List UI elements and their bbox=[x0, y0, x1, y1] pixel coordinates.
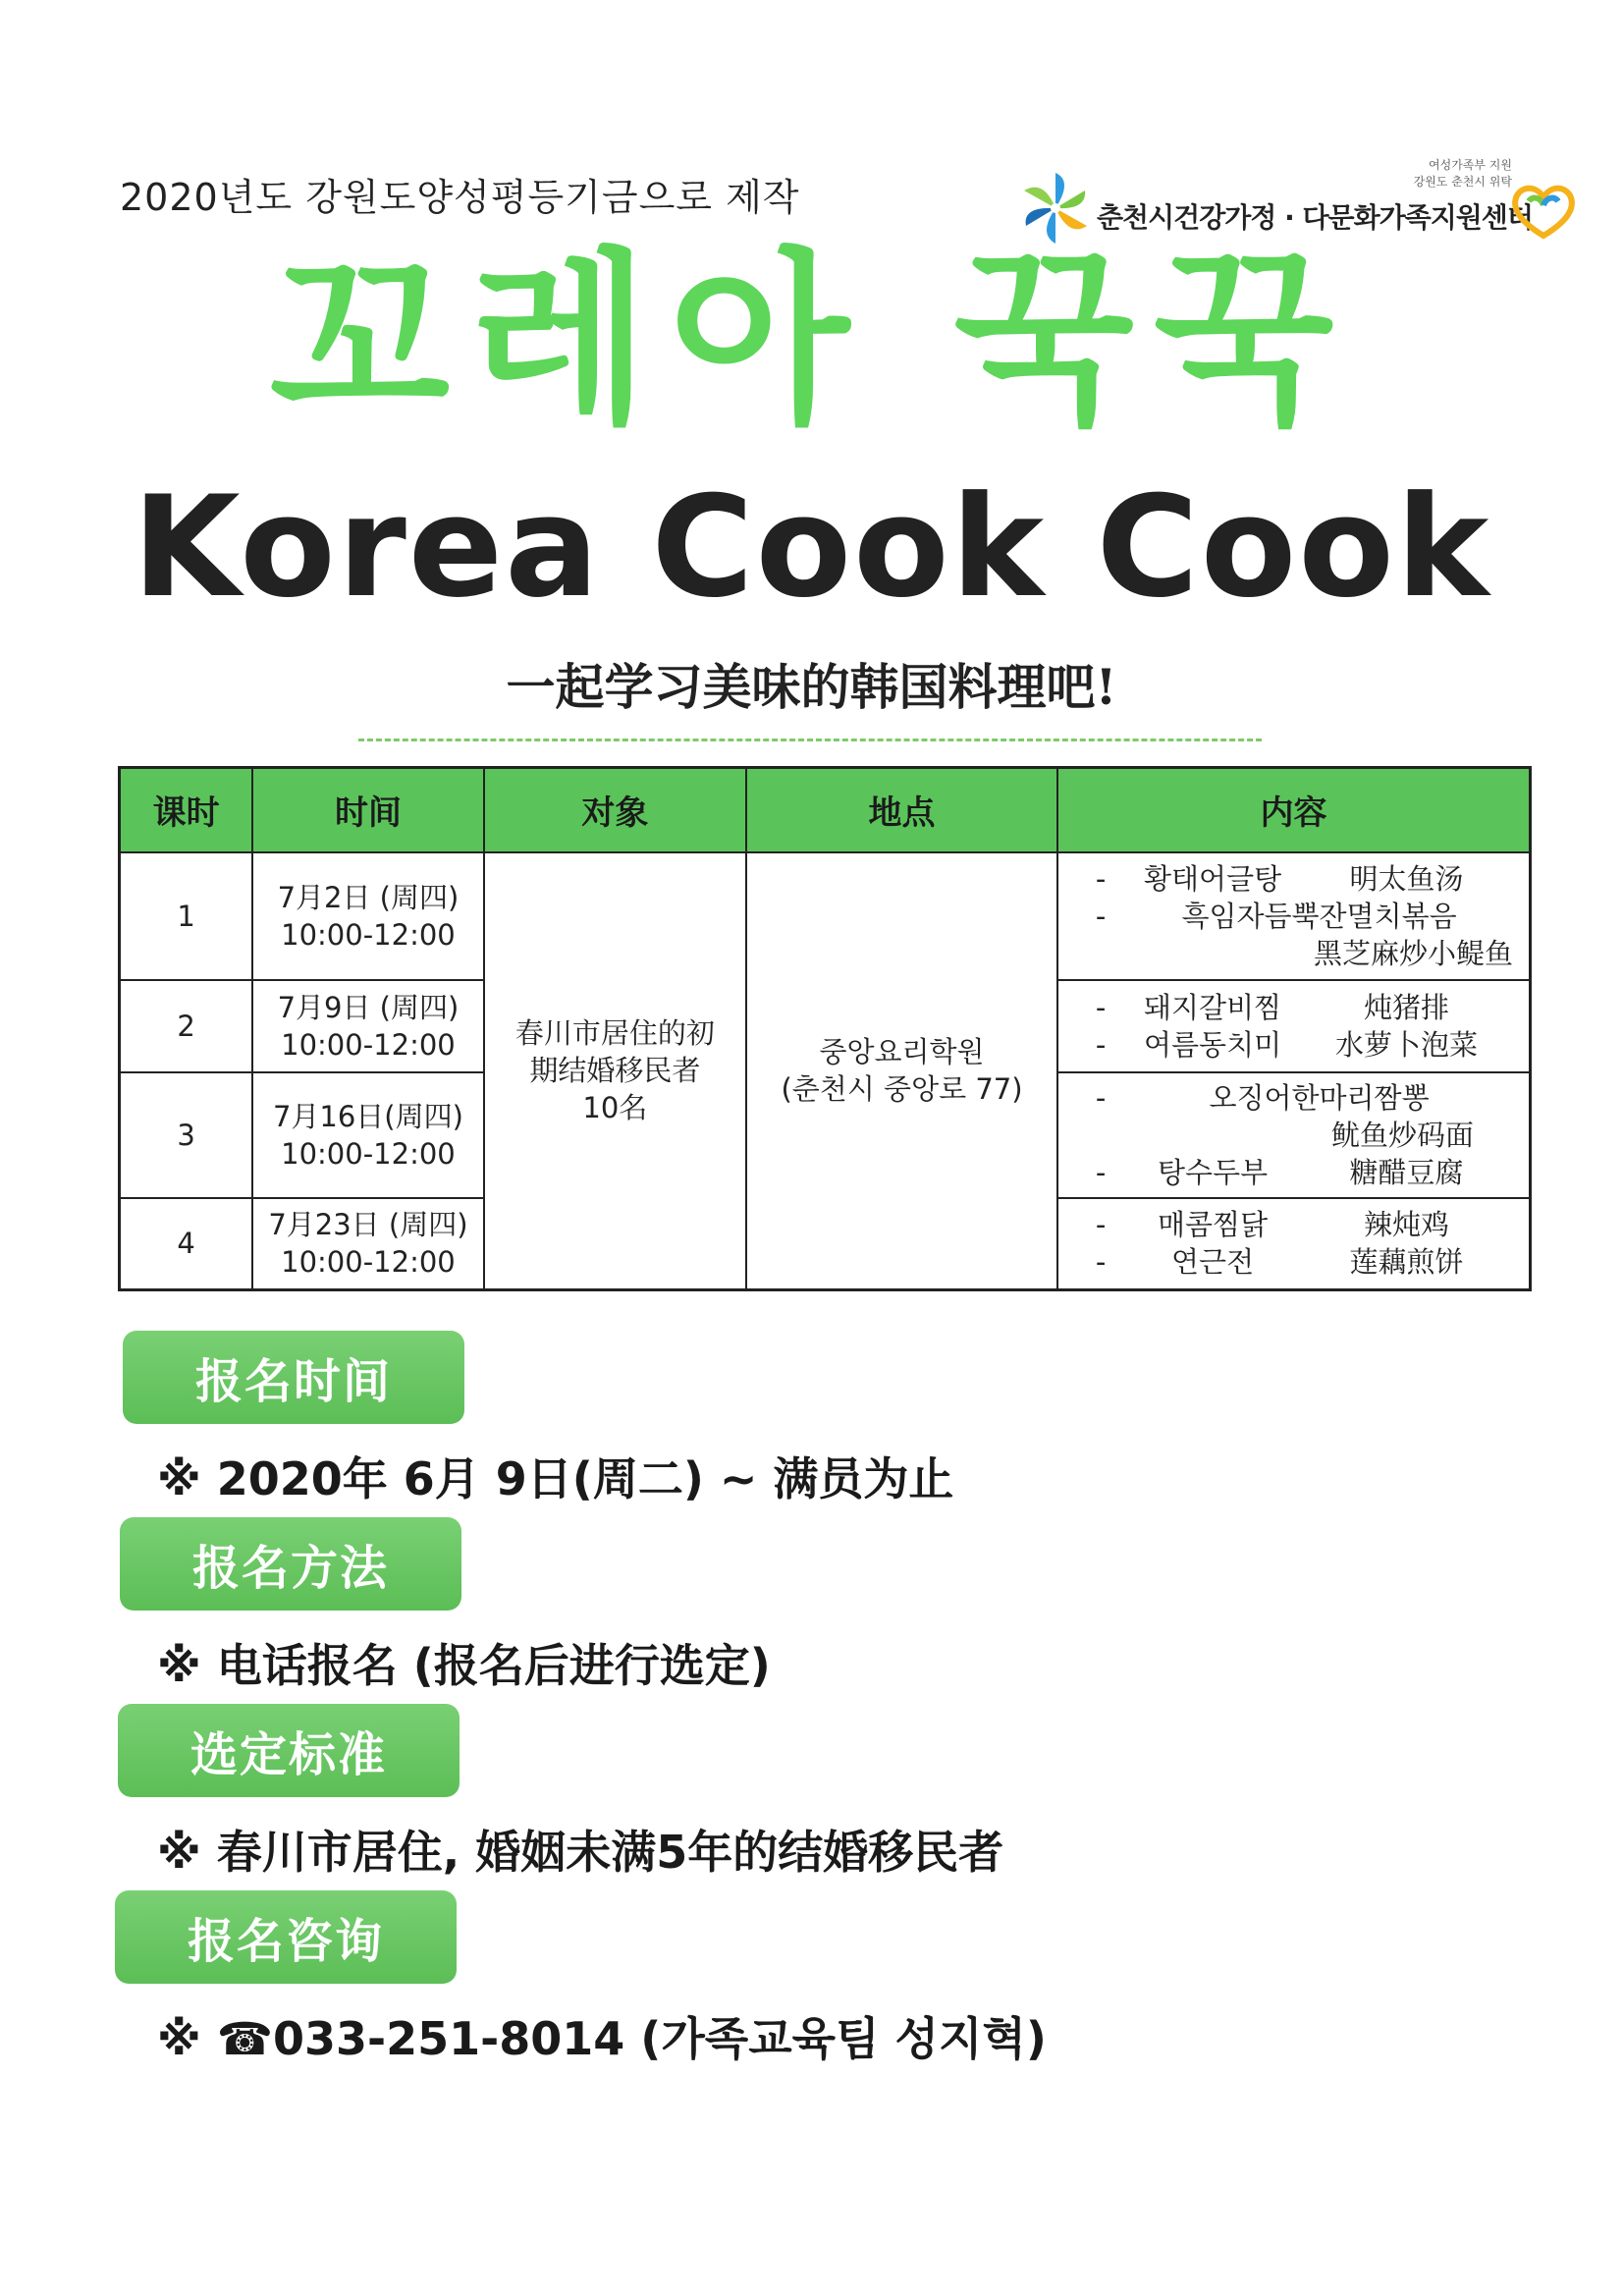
lesson-time: 10:00-12:00 bbox=[281, 917, 456, 952]
target-line-3: 10名 bbox=[582, 1091, 648, 1125]
table-header-row bbox=[120, 768, 1531, 852]
section-text-inquiry: ※ ☎033-251-8014 (가족교육팀 성지혁) bbox=[157, 2012, 1047, 2065]
lesson-number: 2 bbox=[120, 980, 253, 1072]
dish-item: - 돼지갈비찜 炖猪排 bbox=[1095, 990, 1450, 1024]
header-content: 内容 bbox=[1057, 768, 1530, 852]
lesson-number: 4 bbox=[120, 1198, 253, 1290]
dashed-divider bbox=[358, 738, 1262, 741]
dish-item: - 여름동치미 水萝卜泡菜 bbox=[1095, 1027, 1479, 1062]
lesson-number: 1 bbox=[120, 852, 253, 980]
funding-line: 2020년도 강원도양성평등기금으로 제작 bbox=[120, 176, 800, 219]
content-cell bbox=[1057, 1198, 1530, 1290]
section-label-registration-method: 报名方法 bbox=[120, 1517, 461, 1611]
support-line-1: 여성가족부 지원 bbox=[1429, 158, 1512, 172]
title-korean: 꼬레아 꾹꾹 bbox=[269, 232, 1354, 449]
lesson-time: 10:00-12:00 bbox=[281, 1136, 456, 1171]
section-text-registration-method: ※ 电话报名 (报名后进行选定) bbox=[157, 1639, 771, 1692]
section-text-selection-criteria: ※ 春川市居住, 婚姻未满5年的结婚移民者 bbox=[157, 1826, 1004, 1879]
lesson-date: 7月16日(周四) bbox=[272, 1099, 463, 1133]
dish-item-translation: 鱿鱼炒码面 bbox=[1330, 1118, 1474, 1152]
target-line-1: 春川市居住的初 bbox=[514, 1016, 715, 1051]
lesson-time: 10:00-12:00 bbox=[281, 1027, 456, 1062]
table-row bbox=[120, 852, 1531, 980]
header-target: 对象 bbox=[484, 768, 746, 852]
content-cell bbox=[1057, 1072, 1530, 1198]
location-line-2: (춘천시 중앙로 77) bbox=[781, 1072, 1023, 1107]
dish-item: - 오징어한마리짬뽕 bbox=[1095, 1080, 1430, 1115]
location-cell bbox=[746, 852, 1057, 1290]
lesson-time: 10:00-12:00 bbox=[281, 1245, 456, 1280]
lesson-number: 3 bbox=[120, 1072, 253, 1198]
schedule-table bbox=[118, 766, 1532, 1291]
header-location: 地点 bbox=[746, 768, 1057, 852]
subtitle: 一起学习美味的韩国料理吧! bbox=[506, 658, 1117, 716]
lesson-datetime bbox=[252, 852, 484, 980]
section-label-selection-criteria: 选定标准 bbox=[118, 1704, 460, 1797]
location-line-1: 중앙요리학원 bbox=[819, 1035, 985, 1069]
lesson-date: 7月9日 (周四) bbox=[277, 990, 460, 1024]
lesson-date: 7月2日 (周四) bbox=[277, 880, 460, 914]
header-lesson: 课时 bbox=[120, 768, 253, 852]
lesson-date: 7月23日 (周四) bbox=[268, 1208, 468, 1242]
target-line-2: 期结婚移民者 bbox=[529, 1054, 701, 1088]
lesson-datetime bbox=[252, 1198, 484, 1290]
lesson-datetime bbox=[252, 1072, 484, 1198]
title-english: Korea Cook Cook bbox=[132, 466, 1491, 629]
content-cell bbox=[1057, 980, 1530, 1072]
support-line-2: 강원도 춘천시 위탁 bbox=[1413, 175, 1512, 189]
org-name: 춘천시건강가정 · 다문화가족지원센터 bbox=[1097, 201, 1533, 234]
dish-item-translation: 黑芝麻炒小鳀鱼 bbox=[1313, 936, 1513, 970]
support-text bbox=[1355, 157, 1512, 191]
header-time: 时间 bbox=[252, 768, 484, 852]
section-label-inquiry: 报名咨询 bbox=[115, 1890, 457, 1984]
section-label-registration-period: 报名时间 bbox=[123, 1331, 464, 1424]
section-text-registration-period: ※ 2020年 6月 9日(周二) ~ 满员为止 bbox=[157, 1452, 954, 1505]
dish-item: - 매콤찜닭 辣炖鸡 bbox=[1095, 1208, 1450, 1242]
lesson-datetime bbox=[252, 980, 484, 1072]
content-cell bbox=[1057, 852, 1530, 980]
dish-item: - 흑임자듬뿍잔멸치볶음 bbox=[1095, 899, 1457, 933]
dish-item: - 황태어글탕 明太鱼汤 bbox=[1095, 861, 1464, 896]
target-cell bbox=[484, 852, 746, 1290]
dish-item: - 탕수두부 糖醋豆腐 bbox=[1095, 1155, 1464, 1189]
dish-item: - 연근전 莲藕煎饼 bbox=[1095, 1245, 1464, 1280]
